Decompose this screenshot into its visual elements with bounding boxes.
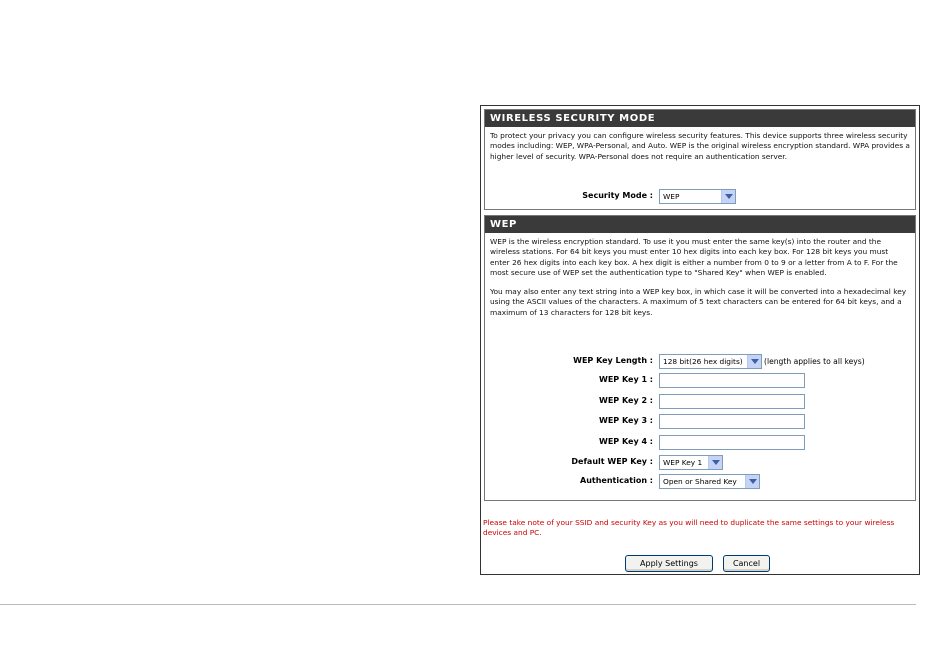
wep-key-4-label: WEP Key 4 : xyxy=(599,437,653,446)
page-divider xyxy=(0,604,916,605)
wep-key-3-input[interactable] xyxy=(659,414,805,429)
wep-key-length-row xyxy=(485,354,915,370)
wep-key-length-hint: (length applies to all keys) xyxy=(764,357,865,366)
chevron-down-icon[interactable] xyxy=(708,456,722,469)
wep-text-key-description: You may also enter any text string into a WEP key box, in which case it will be converted into a hexadecimal key using the ASCII values of the characters. A maximum of 5 text characters can be entered for 64 bit keys, and a maximum of 13 characters for 128 bit keys. xyxy=(490,287,907,317)
wep-key-3-row xyxy=(485,414,915,430)
wep-key-4-input[interactable] xyxy=(659,435,805,450)
authentication-value: Open or Shared Key xyxy=(663,477,737,486)
wep-key-length-label: WEP Key Length : xyxy=(573,356,653,365)
wep-key-length-select[interactable] xyxy=(659,354,762,369)
apply-settings-button[interactable]: Apply Settings xyxy=(625,555,713,572)
security-mode-value: WEP xyxy=(663,192,680,201)
settings-panel xyxy=(480,105,920,575)
wep-section xyxy=(484,215,916,501)
wep-description: WEP is the wireless encryption standard. To use it you must enter the same key(s) into the router and the wireless stations. For 64 bit keys you must enter 10 hex digits into each key box. For 128 bit keys you must enter 26 hex digits into each key box. A hex digit is either a number from 0 to 9 or a letter from A to F. For the most secure use of WEP set the authentication type to "Shared Key" when WEP is enabled. xyxy=(490,237,898,277)
wep-key-2-input[interactable] xyxy=(659,394,805,409)
wep-key-2-label: WEP Key 2 : xyxy=(599,396,653,405)
security-mode-label: Security Mode : xyxy=(582,191,653,200)
wep-key-4-row xyxy=(485,435,915,451)
wireless-security-mode-section xyxy=(484,109,916,210)
wep-key-1-row xyxy=(485,373,915,389)
wep-key-1-input[interactable] xyxy=(659,373,805,388)
section-title-security-mode: WIRELESS SECURITY MODE xyxy=(485,110,915,127)
chevron-down-icon[interactable] xyxy=(747,355,761,368)
wep-key-1-label: WEP Key 1 : xyxy=(599,375,653,384)
default-wep-key-value: WEP Key 1 xyxy=(663,458,703,467)
authentication-row xyxy=(485,474,915,490)
chevron-down-icon[interactable] xyxy=(721,190,735,203)
authentication-select[interactable] xyxy=(659,474,760,489)
default-wep-key-label: Default WEP Key : xyxy=(571,457,653,466)
wep-key-length-value: 128 bit(26 hex digits) xyxy=(663,357,743,366)
security-mode-select[interactable] xyxy=(659,189,736,204)
settings-notice: Please take note of your SSID and security Key as you will need to duplicate the same settings to your wireless devices and PC. xyxy=(483,518,895,538)
wep-key-2-row xyxy=(485,394,915,410)
chevron-down-icon[interactable] xyxy=(745,475,759,488)
default-wep-key-select[interactable] xyxy=(659,455,723,470)
cancel-button[interactable]: Cancel xyxy=(723,555,770,572)
security-mode-description: To protect your privacy you can configure wireless security features. This device supports three wireless security modes including: WEP, WPA-Personal, and Auto. WEP is the original wireless encryption standard. WPA provides a higher level of security. WPA-Personal does not require an authentication server. xyxy=(490,131,910,161)
authentication-label: Authentication : xyxy=(580,476,653,485)
security-mode-row xyxy=(485,189,915,205)
default-wep-key-row xyxy=(485,455,915,471)
wep-key-3-label: WEP Key 3 : xyxy=(599,416,653,425)
section-title-wep: WEP xyxy=(485,216,915,233)
